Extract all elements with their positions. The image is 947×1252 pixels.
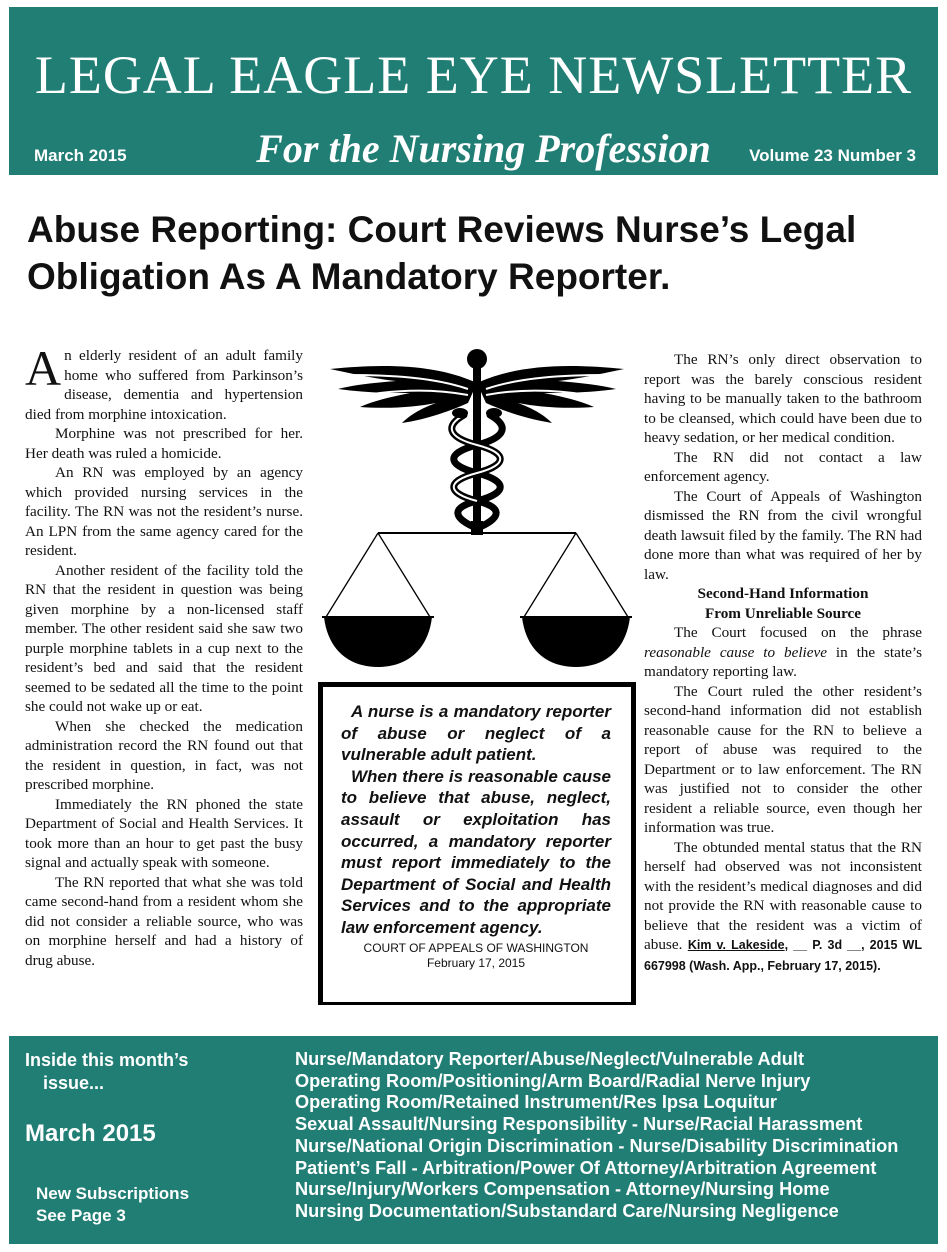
paragraph: Morphine was not prescribed for her. Her death was ruled a homicide. xyxy=(25,425,303,462)
paragraph-text: The obtunded mental status that the RN herself had observed was not inconsistent with the resident’s medical diagnoses and did not provide the RN with reasonable cause to believe that the resident was a victim of abuse. xyxy=(644,838,922,953)
paragraph: The RN’s only direct observation to report was the barely conscious resident having to be manually taken to the bathroom to be cleansed, which could have been due to heavy sedation, or her medical condition. xyxy=(644,351,922,446)
drop-cap: A xyxy=(25,340,62,396)
topic-item: Operating Room/Positioning/Arm Board/Radial Nerve Injury xyxy=(295,1070,811,1091)
inside-label-line: Inside this month’s xyxy=(25,1050,189,1070)
paragraph-text: The Court focused on the phrase xyxy=(674,624,922,641)
right-column xyxy=(644,350,922,976)
pull-quote-text xyxy=(341,701,611,939)
paragraph: The Court ruled the other resident’s second-hand information did not establish reasonable cause for the RN to believe a report of abuse was required to the Department or to law enforcement. The RN was justified not to consider the other resident a reliable source, even though her information was true. xyxy=(644,682,922,836)
topic-item: Patient’s Fall - Arbitration/Power Of Attorney/Arbitration Agreement xyxy=(295,1157,877,1178)
pull-quote-paragraph: When there is reasonable cause to believe that abuse, neglect, assault or exploitation has occurred, a mandatory reporter must report immediately to the Department of Social and Health Services and to the appropriate law enforcement agency. xyxy=(341,766,611,937)
case-citation-name: Kim v. Lakeside xyxy=(687,938,785,952)
paragraph-text: n elderly resident of an adult family home who suffered from Parkinson’s disease, dementia and hypertension died from morphine intoxication. xyxy=(25,347,303,423)
court-name: COURT OF APPEALS OF WASHINGTON xyxy=(363,940,589,955)
topic-item: Operating Room/Retained Instrument/Res Ipsa Loquitur xyxy=(295,1092,778,1113)
article-headline: Abuse Reporting: Court Reviews Nurse’s Legal Obligation As A Mandatory Reporter. xyxy=(27,209,857,297)
subscriptions-line: See Page 3 xyxy=(36,1206,126,1225)
footer-contents-box xyxy=(9,1036,938,1244)
paragraph: Immediately the RN phoned the state Department of Social and Health Services. It took more than an hour to get past the busy signal and actually speak with someone. xyxy=(25,795,303,871)
topic-item: Nurse/Injury/Workers Compensation - Attorney/Nursing Home xyxy=(295,1179,830,1200)
paragraph: When she checked the medication administration record the RN found out that the resident in question, in fact, was not prescribed morphine. xyxy=(25,717,303,793)
caduceus-scales-icon xyxy=(318,345,636,680)
volume-number: Volume 23 Number 3 xyxy=(749,146,916,165)
section-subhead: From Unreliable Source xyxy=(704,604,862,622)
paragraph: An RN was employed by an agency which provided nursing services in the facility. The RN was not the resident’s nurse. An LPN from the same agency cared for the resident. xyxy=(25,464,303,559)
topic-item: Nursing Documentation/Substandard Care/Nursing Negligence xyxy=(295,1200,839,1221)
newsletter-subtitle: For the Nursing Profession xyxy=(256,126,711,171)
topic-item: Nurse/National Origin Discrimination - Nurse/Disability Discrimination xyxy=(295,1135,899,1156)
topic-item: Nurse/Mandatory Reporter/Abuse/Neglect/Vulnerable Adult xyxy=(295,1049,805,1069)
pull-quote xyxy=(318,682,636,1005)
newsletter-title: LEGAL EAGLE EYE NEWSLETTER xyxy=(34,45,913,105)
paragraph: The RN reported that what she was told came second-hand from a resident whom she did not consider a reliable source, who was on morphine herself and had a history of drug abuse. xyxy=(25,873,303,969)
pull-quote-source xyxy=(341,941,611,971)
ruling-date: February 17, 2015 xyxy=(426,955,526,970)
section-subhead: Second-Hand Information xyxy=(697,585,869,602)
paragraph xyxy=(644,838,922,977)
paragraph: Another resident of the facility told the RN that the resident in question was being given morphine by a non-licensed staff member. The other resident said she saw two purple morphine tablets in a cup next to the resident’s bed and said that the resident seemed to be sedated all the time to the point she could not wake up or eat. xyxy=(25,561,303,715)
paragraph-text: in the state’s mandatory reporting law. xyxy=(644,643,922,680)
footer-date: March 2015 xyxy=(25,1120,156,1147)
paragraph xyxy=(644,623,922,682)
left-column xyxy=(25,340,303,970)
inside-issue-label xyxy=(25,1049,188,1095)
masthead xyxy=(9,7,938,175)
paragraph xyxy=(25,340,303,424)
topic-item: Sexual Assault/Nursing Responsibility - Nurse/Racial Harassment xyxy=(295,1114,863,1135)
pull-quote-paragraph: A nurse is a mandatory reporter of abuse or neglect of a vulnerable adult patient. xyxy=(341,702,611,765)
inside-label-line: issue... xyxy=(43,1073,105,1093)
paragraph: The RN did not contact a law enforcement agency. xyxy=(644,448,922,485)
subscriptions-line: New Subscriptions xyxy=(36,1184,190,1203)
emphasized-phrase: reasonable cause to believe xyxy=(644,643,827,661)
case-citation-reference: , __ P. 3d __, 2015 WL 667998 (Wash. App., February 17, 2015). xyxy=(644,938,922,973)
paragraph: The Court of Appeals of Washington dismissed the RN from the civil wrongful death lawsuit filed by the family. The RN had done more than what was required of her by law. xyxy=(644,487,922,583)
issue-date: March 2015 xyxy=(34,146,127,165)
subscriptions-note xyxy=(36,1183,189,1227)
topics-list xyxy=(295,1049,898,1223)
